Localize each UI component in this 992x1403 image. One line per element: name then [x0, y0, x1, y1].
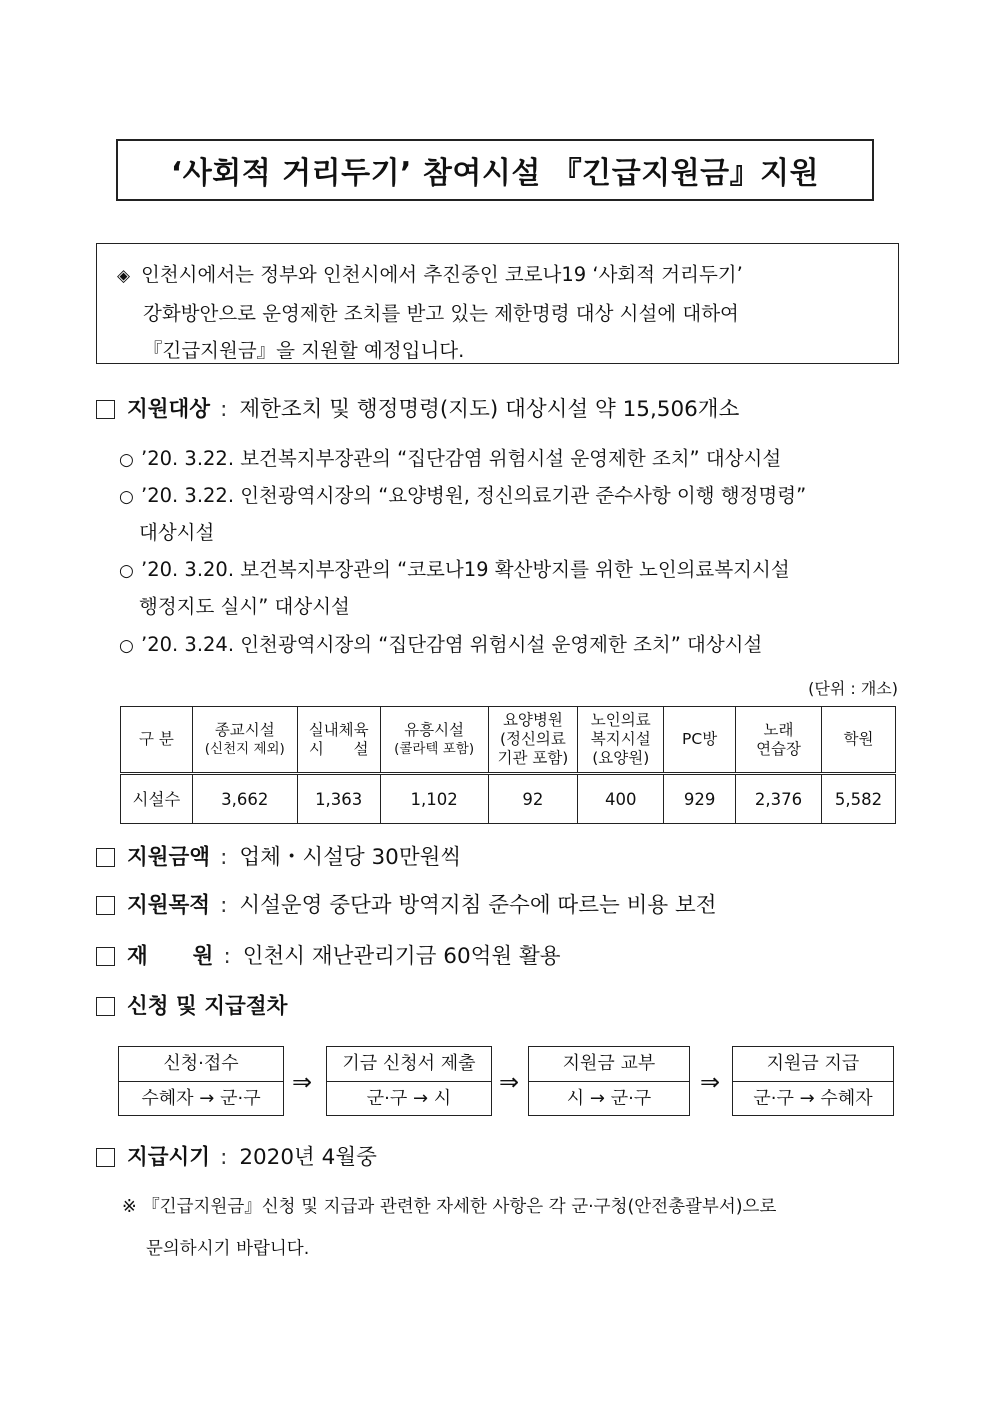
checkbox-icon	[96, 400, 115, 419]
circle-bullet-icon: ○	[119, 561, 134, 581]
table-col-header: 실내체육 시 설	[297, 707, 380, 774]
table-col-header: 학원	[821, 707, 895, 774]
section-label: 재 원	[127, 944, 214, 969]
notice-line: 강화방안으로 운영제한 조치를 받고 있는 제한명령 대상 시설에 대하여	[143, 302, 739, 325]
flow-step-route: 시 → 군·구	[566, 1088, 652, 1109]
table-unit: (단위 : 개소)	[808, 679, 898, 698]
section-timing: 지급시기 : 2020년 4월중	[96, 1141, 377, 1175]
table-cell: 92	[488, 774, 578, 824]
table-col-header: 요양병원 (정신의료 기관 포함)	[488, 707, 578, 774]
flow-step-title: 신청·접수	[119, 1047, 283, 1082]
table-row-header: 구 분	[121, 707, 193, 774]
table-row-label: 시설수	[121, 774, 193, 824]
target-item: ○ ’20. 3.22. 인천광역시장의 “요양병원, 정신의료기관 준수사항 이행 행정명령” 대상시설	[119, 478, 806, 551]
section-purpose: 지원목적 : 시설운영 중단과 방역지침 준수에 따르는 비용 보전	[96, 889, 717, 923]
table-cell: 2,376	[736, 774, 822, 824]
double-arrow-icon: ⇒	[499, 1068, 520, 1096]
flow-step-title: 지원금 교부	[529, 1047, 689, 1082]
checkbox-icon	[96, 947, 115, 966]
table-col-header: 유흥시설 (콜라텍 포함)	[380, 707, 488, 774]
table-cell: 1,102	[380, 774, 488, 824]
flow-step	[732, 1046, 894, 1116]
flow-step-title: 기금 신청서 제출	[327, 1047, 491, 1082]
table-cell: 1,363	[297, 774, 380, 824]
flow-step-route: 수혜자 → 군·구	[141, 1088, 261, 1109]
section-label: 지급시기	[127, 1145, 211, 1170]
section-label: 신청 및 지급절차	[127, 994, 288, 1019]
section-text: 제한조치 및 행정명령(지도) 대상시설 약 15,506개소	[239, 397, 740, 422]
table-cell: 5,582	[821, 774, 895, 824]
checkbox-icon	[96, 896, 115, 915]
section-procedure	[96, 990, 287, 1024]
section-label: 지원대상	[127, 397, 211, 422]
table-cell: 3,662	[192, 774, 297, 824]
circle-bullet-icon: ○	[119, 487, 134, 507]
target-item: ○ ’20. 3.20. 보건복지부장관의 “코로나19 확산방지를 위한 노인의료복지시설 행정지도 실시” 대상시설	[119, 552, 790, 625]
reference-mark-icon: ※	[122, 1197, 137, 1217]
double-arrow-icon: ⇒	[700, 1068, 721, 1096]
flow-step	[528, 1046, 690, 1116]
section-funding: 재 원 : 인천시 재난관리기금 60억원 활용	[96, 940, 561, 974]
section-text: 시설운영 중단과 방역지침 준수에 따르는 비용 보전	[239, 893, 717, 918]
table-cell: 400	[578, 774, 664, 824]
flow-step	[118, 1046, 284, 1116]
flow-step-route: 군·구 → 시	[366, 1088, 452, 1109]
flow-step-route: 군·구 → 수혜자	[753, 1088, 873, 1109]
section-target: 지원대상 : 제한조치 및 행정명령(지도) 대상시설 약 15,506개소	[96, 393, 739, 427]
checkbox-icon	[96, 1148, 115, 1167]
section-label: 지원금액	[127, 845, 211, 870]
section-text: 업체・시설당 30만원씩	[239, 845, 462, 870]
section-label: 지원목적	[127, 893, 211, 918]
table-cell: 929	[664, 774, 736, 824]
table-row	[121, 774, 896, 824]
footnote: ※ 『긴급지원금』신청 및 지급과 관련한 자세한 사항은 각 군·구청(안전총괄부서)으로 문의하시기 바랍니다.	[122, 1197, 777, 1259]
target-item: ○ ’20. 3.22. 보건복지부장관의 “집단감염 위험시설 운영제한 조치” 대상시설	[119, 441, 781, 478]
table-col-header: 노래 연습장	[736, 707, 822, 774]
table-col-header: 노인의료 복지시설 (요양원)	[578, 707, 664, 774]
notice-line: 『긴급지원금』을 지원할 예정입니다.	[143, 339, 465, 362]
target-item: ○ ’20. 3.24. 인천광역시장의 “집단감염 위험시설 운영제한 조치” 대상시설	[119, 627, 762, 664]
notice-box	[96, 243, 899, 364]
table-col-header: 종교시설 (신천지 제외)	[192, 707, 297, 774]
section-text: 2020년 4월중	[239, 1145, 377, 1170]
diamond-bullet-icon: ◈	[117, 266, 131, 286]
document-title-text: ‘사회적 거리두기’ 참여시설 『긴급지원금』지원	[170, 156, 820, 191]
notice-line: ◈ 인천시에서는 정부와 인천시에서 추진중인 코로나19 ‘사회적 거리두기’	[117, 256, 880, 295]
table-col-header: PC방	[664, 707, 736, 774]
section-text: 인천시 재난관리기금 60억원 활용	[242, 944, 561, 969]
checkbox-icon	[96, 997, 115, 1016]
checkbox-icon	[96, 848, 115, 867]
circle-bullet-icon: ○	[119, 636, 134, 656]
double-arrow-icon: ⇒	[292, 1068, 313, 1096]
circle-bullet-icon: ○	[119, 450, 134, 470]
section-amount: 지원금액 : 업체・시설당 30만원씩	[96, 841, 461, 875]
flow-step	[326, 1046, 492, 1116]
table-header-row	[121, 707, 896, 774]
flow-step-title: 지원금 지급	[733, 1047, 893, 1082]
facility-table	[120, 706, 896, 824]
document-title	[116, 139, 874, 201]
